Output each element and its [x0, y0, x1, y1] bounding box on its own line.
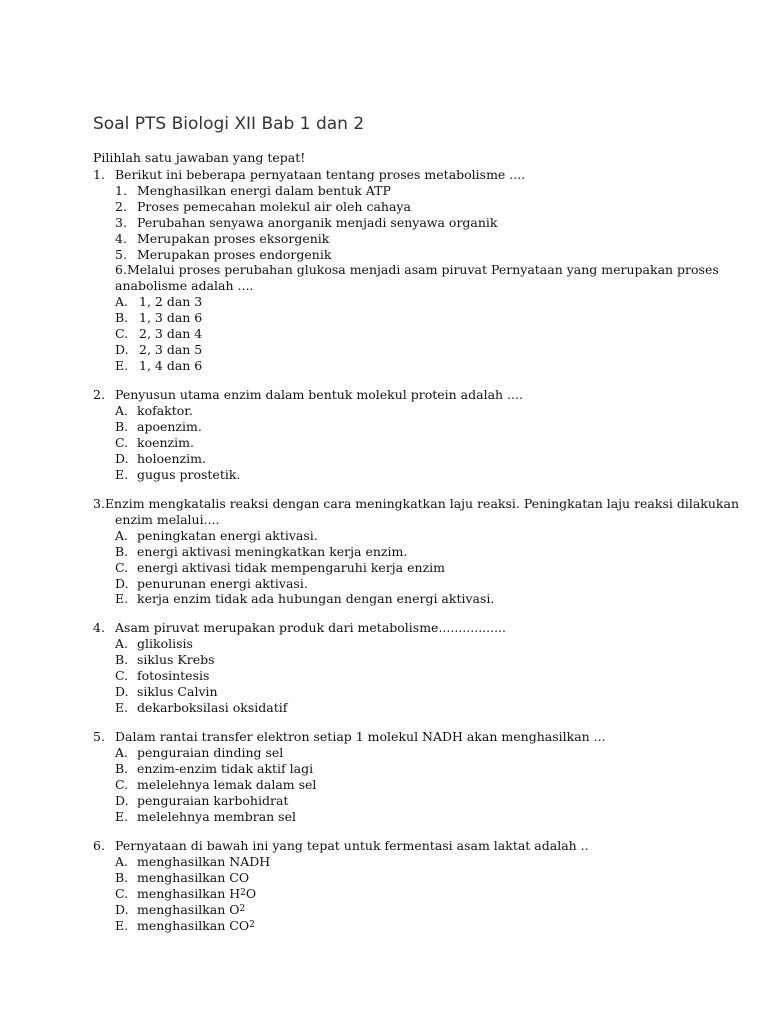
question-1 [93, 167, 719, 374]
answer-option-c[interactable]: C. 2, 3 dan 4 [115, 326, 203, 342]
answer-option-d[interactable]: D. penurunan energi aktivasi. [115, 575, 308, 591]
answer-option-b[interactable]: B. apoenzim. [115, 418, 202, 434]
statement-item: 6. Melalui proses perubahan glukosa menjadi asam piruvat Pernyataan yang merupakan proses [115, 262, 719, 278]
statement-continuation: anabolisme adalah .... [115, 278, 254, 294]
answer-option-d[interactable]: D. penguraian karbohidrat [115, 792, 289, 808]
answer-option-c[interactable]: C. koenzim. [115, 434, 194, 450]
answer-option-a[interactable]: A. kofaktor. [115, 402, 193, 418]
question-text: Asam piruvat merupakan produk dari metabolisme................. [115, 620, 507, 635]
question-text: Berikut ini beberapa pernyataan tentang proses metabolisme .... [115, 167, 526, 182]
answer-option-c[interactable]: C. fotosintesis [115, 667, 210, 683]
answer-option-a[interactable]: A. penguraian dinding sel [115, 744, 284, 760]
statement-item: 3. Perubahan senyawa anorganik menjadi senyawa organik [115, 214, 498, 230]
question-6 [93, 838, 693, 933]
question-number: 3. [93, 496, 105, 511]
answer-option-b[interactable]: B. siklus Krebs [115, 651, 215, 667]
question-number: 1. [93, 167, 105, 182]
answer-option-e[interactable]: E. melelehnya membran sel [115, 808, 296, 824]
statement-item: 2. Proses pemecahan molekul air oleh cahaya [115, 198, 411, 214]
question-2 [93, 387, 693, 482]
statement-item: 1. Menghasilkan energi dalam bentuk ATP [115, 182, 391, 198]
answer-option-a[interactable]: A. peningkatan energi aktivasi. [115, 527, 318, 543]
answer-option-b[interactable]: B. 1, 3 dan 6 [115, 310, 203, 326]
question-text-continuation: enzim melalui.... [115, 511, 220, 527]
answer-option-d[interactable]: D. menghasilkan O 2 [115, 901, 246, 917]
answer-option-d[interactable]: D. 2, 3 dan 5 [115, 341, 203, 357]
answer-option-d[interactable]: D. holoenzim. [115, 450, 206, 466]
answer-option-a[interactable]: A. 1, 2 dan 3 [115, 294, 203, 310]
question-3 [93, 496, 740, 607]
answer-option-b[interactable]: B. enzim-enzim tidak aktif lagi [115, 760, 314, 776]
question-text: Penyusun utama enzim dalam bentuk molekul protein adalah .... [115, 387, 523, 402]
question-4 [93, 620, 693, 715]
answer-option-a[interactable]: A. menghasilkan NADH [115, 853, 271, 869]
answer-option-d[interactable]: D. siklus Calvin [115, 683, 218, 699]
answer-option-e[interactable]: E. 1, 4 dan 6 [115, 357, 203, 373]
question-number: 4. [93, 620, 105, 635]
answer-option-a[interactable]: A. glikolisis [115, 635, 193, 651]
question-text: Enzim mengkatalis reaksi dengan cara meningkatkan laju reaksi. Peningkatan laju reaksi dilakukan [104, 496, 740, 511]
answer-option-c[interactable]: C. energi aktivasi tidak mempengaruhi kerja enzim [115, 559, 445, 575]
document-title: Soal PTS Biologi XII Bab 1 dan 2 [93, 114, 365, 134]
question-number: 2. [93, 387, 105, 402]
answer-option-b[interactable]: B. menghasilkan CO [115, 869, 250, 885]
answer-option-e[interactable]: E. gugus prostetik. [115, 466, 241, 482]
instruction-text: Pilihlah satu jawaban yang tepat! [93, 150, 306, 165]
answer-option-b[interactable]: B. energi aktivasi meningkatkan kerja enzim. [115, 543, 408, 559]
question-text: Dalam rantai transfer elektron setiap 1 molekul NADH akan menghasilkan ... [115, 729, 606, 744]
answer-option-c[interactable]: C. melelehnya lemak dalam sel [115, 776, 317, 792]
question-5 [93, 729, 693, 824]
answer-option-e[interactable]: E. menghasilkan CO 2 [115, 917, 255, 933]
question-number: 6. [93, 838, 105, 853]
answer-option-e[interactable]: E. kerja enzim tidak ada hubungan dengan energi aktivasi. [115, 591, 495, 607]
answer-option-e[interactable]: E. dekarboksilasi oksidatif [115, 699, 288, 715]
question-text: Pernyataan di bawah ini yang tepat untuk fermentasi asam laktat adalah .. [115, 838, 589, 853]
question-number: 5. [93, 729, 105, 744]
statement-item: 4. Merupakan proses eksorgenik [115, 230, 330, 246]
statement-item: 5. Merupakan proses endorgenik [115, 246, 332, 262]
answer-option-c[interactable]: C. menghasilkan H 2 O [115, 885, 257, 901]
